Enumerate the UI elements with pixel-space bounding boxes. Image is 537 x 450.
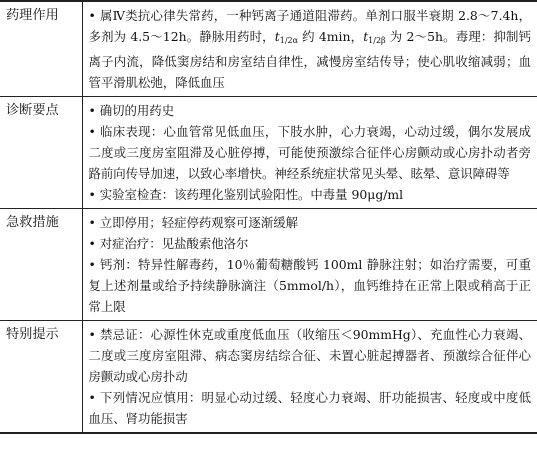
notes-bullet-contraindications: • 禁忌证：心源性休克或重度低血压（收缩压＜90mmHg）、充血性心力衰竭、二度或三度房室阻滞、病态窦房结综合征、未置心脏起搏器者、预激综合征伴心房颤动或心房扑动: [88, 327, 531, 384]
row-heading-special-notes: 特别提示: [0, 321, 82, 434]
emergency-bullet-symptomatic: • 对症治疗：见盐酸索他洛尔: [88, 236, 249, 251]
row-heading-diagnosis: 诊断要点: [0, 97, 82, 209]
diagnosis-bullet-history: • 确切的用药史: [88, 103, 175, 118]
diagnosis-bullet-clinical: • 临床表现：心血管常见低血压，下肢水肿，心力衰竭，心动过缓，偶尔发展成二度或三度房室阻滞及心脏停搏，可能使预激综合征伴心房颤动或心房扑动者旁路前向传导加速，以致心率增快。神经系统症状常见头晕、眩晕、意识障碍等: [88, 124, 531, 181]
row-content-pharmacology: [82, 1, 537, 97]
emergency-bullet-stop: • 立即停用；轻症停药观察可逐渐缓解: [88, 215, 298, 230]
half-life-alpha-symbol: t: [274, 29, 280, 44]
pharmacology-text-post: 为 2～5h。毒理：抑制钙离子内流，降低窦房结和房室结自律性，减慢房室结传导；使心肌收缩减弱；血管平滑肌松弛，降低血压: [88, 29, 532, 90]
pharmacology-text-pre: • 属Ⅳ类抗心律失常药，一种钙离子通道阻滞药。单剂口服半衰期 2.8～7.4h，多剂为 4.5～12h。静脉用药时，: [88, 8, 531, 44]
table-row-emergency: [0, 209, 537, 321]
row-content-emergency: [82, 209, 537, 321]
notes-bullet-caution: • 下列情况应慎用：明显心动过缓、轻度心力衰竭、肝功能损害、轻度或中度低血压、肾功能损害: [88, 390, 531, 426]
diagnosis-bullet-lab: • 实验室检查：该药理化鉴别试验阳性。中毒量 90μg/ml: [88, 187, 404, 202]
row-content-diagnosis: [82, 97, 537, 209]
table-row-pharmacology: [0, 1, 537, 97]
table-row-special-notes: [0, 321, 537, 434]
half-life-beta-symbol: t: [363, 29, 369, 44]
half-life-beta-subscript: 1/2β: [368, 36, 386, 45]
row-heading-pharmacology: 药理作用: [0, 1, 82, 97]
table-row-diagnosis: [0, 97, 537, 209]
row-content-special-notes: [82, 321, 537, 434]
row-heading-emergency: 急救措施: [0, 209, 82, 321]
pharmacology-paragraph: [89, 5, 532, 93]
half-life-alpha-subscript: 1/2α: [279, 36, 299, 45]
pharmacology-text-mid: 约 4min，: [298, 29, 364, 44]
emergency-bullet-calcium: • 钙剂：特异性解毒药，10％葡萄糖酸钙 100ml 静脉注射；如治疗需要，可重复上述剂量或给予持续静脉滴注（5mmol/h），血钙维持在正常上限或稍高于正常上限: [88, 257, 531, 314]
